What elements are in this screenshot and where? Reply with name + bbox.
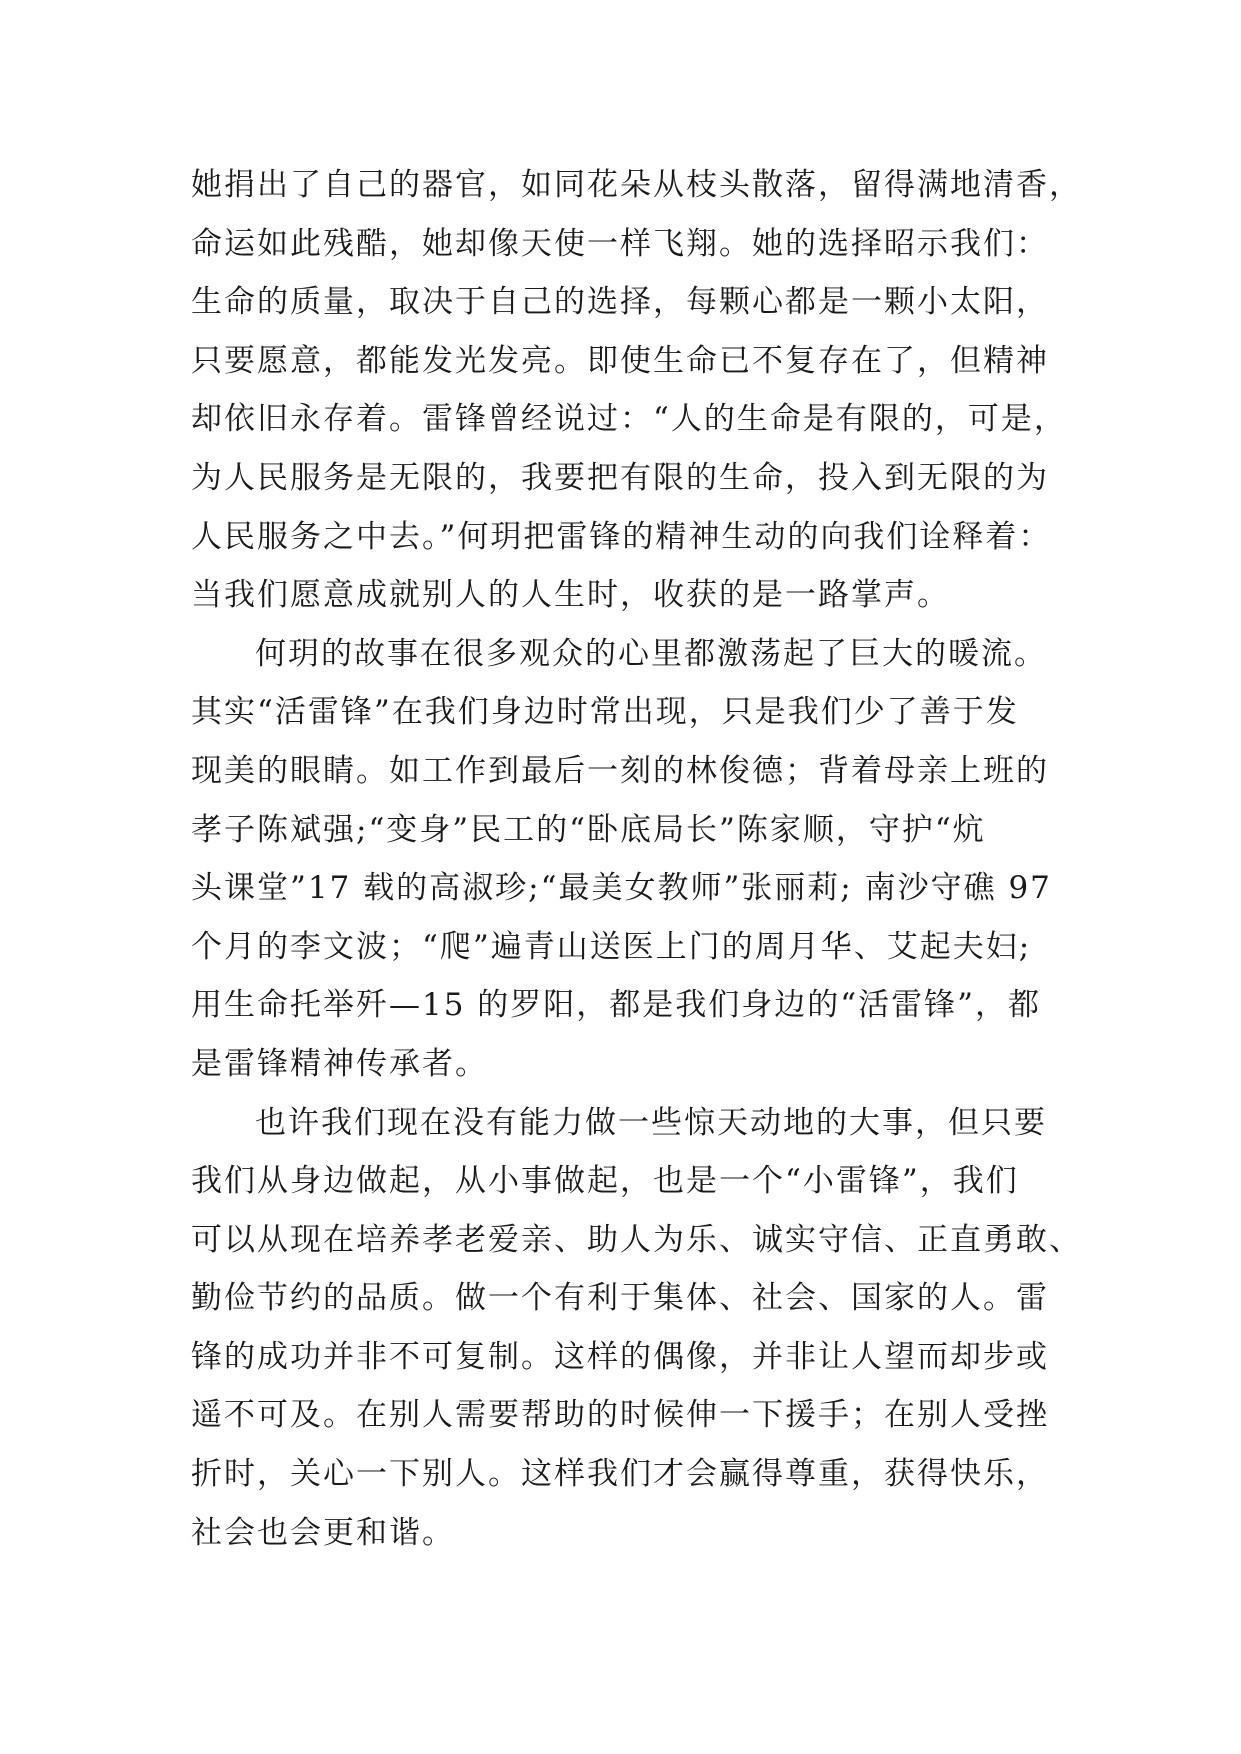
paragraph-line: 是雷锋精神传承者。 <box>191 1045 488 1082</box>
document-body <box>191 156 1082 1562</box>
paragraph-line: 个月的李文波；“爬”遍青山送医上门的周月华、艾起夫妇; <box>191 928 1032 965</box>
paragraph-line: 当我们愿意成就别人的人生时，收获的是一路掌声。 <box>191 577 950 614</box>
paragraph-line: 孝子陈斌强;“变身”民工的“卧底局长”陈家顺，守护“炕 <box>191 811 986 848</box>
paragraph-line: 命运如此残酷，她却像天使一样飞翔。她的选择昭示我们： <box>191 225 1049 262</box>
paragraph-line: 现美的眼睛。如工作到最后一刻的林俊德；背着母亲上班的 <box>191 752 1049 789</box>
paragraph-line: 头课堂”17 载的高淑珍;“最美女教师”张丽莉; 南沙守礁 97 <box>191 870 1052 907</box>
paragraph-line: 社会也会更和谐。 <box>191 1514 455 1551</box>
paragraph-line: 为人民服务是无限的，我要把有限的生命，投入到无限的为 <box>191 459 1049 496</box>
paragraph-3 <box>191 1094 1082 1563</box>
paragraph-line: 生命的质量，取决于自己的选择，每颗心都是一颗小太阳， <box>191 284 1049 321</box>
paragraph-line: 勤俭节约的品质。做一个有利于集体、社会、国家的人。雷 <box>191 1280 1049 1317</box>
paragraph-line: 我们从身边做起，从小事做起，也是一个“小雷锋”，我们 <box>191 1163 1019 1200</box>
paragraph-2 <box>191 625 1071 1094</box>
paragraph-line: 遥不可及。在别人需要帮助的时候伸一下援手；在别人受挫 <box>191 1397 1049 1434</box>
paragraph-line: 也许我们现在没有能力做一些惊天动地的大事，但只要 <box>255 1104 1047 1141</box>
paragraph-line: 何玥的故事在很多观众的心里都激荡起了巨大的暖流。 <box>255 635 1047 672</box>
paragraph-line: 锋的成功并非不可复制。这样的偶像，并非让人望而却步或 <box>191 1338 1049 1375</box>
paragraph-line: 折时，关心一下别人。这样我们才会赢得尊重，获得快乐， <box>191 1456 1049 1493</box>
paragraph-line: 用生命托举歼—15 的罗阳，都是我们身边的“活雷锋”，都 <box>191 987 1041 1024</box>
paragraph-1 <box>191 156 1082 625</box>
paragraph-line: 她捐出了自己的器官，如同花朵从枝头散落，留得满地清香， <box>191 167 1082 203</box>
paragraph-line: 人民服务之中去。”何玥把雷锋的精神生动的向我们诠释着： <box>191 518 1052 555</box>
paragraph-line: 却依旧永存着。雷锋曾经说过：“人的生命是有限的，可是， <box>191 401 1067 438</box>
paragraph-line: 只要愿意，都能发光发亮。即使生命已不复存在了，但精神 <box>191 342 1049 379</box>
paragraph-line: 可以从现在培养孝老爱亲、助人为乐、诚实守信、正直勇敢、 <box>191 1221 1082 1258</box>
paragraph-line: 其实“活雷锋”在我们身边时常出现，只是我们少了善于发 <box>191 694 1019 731</box>
